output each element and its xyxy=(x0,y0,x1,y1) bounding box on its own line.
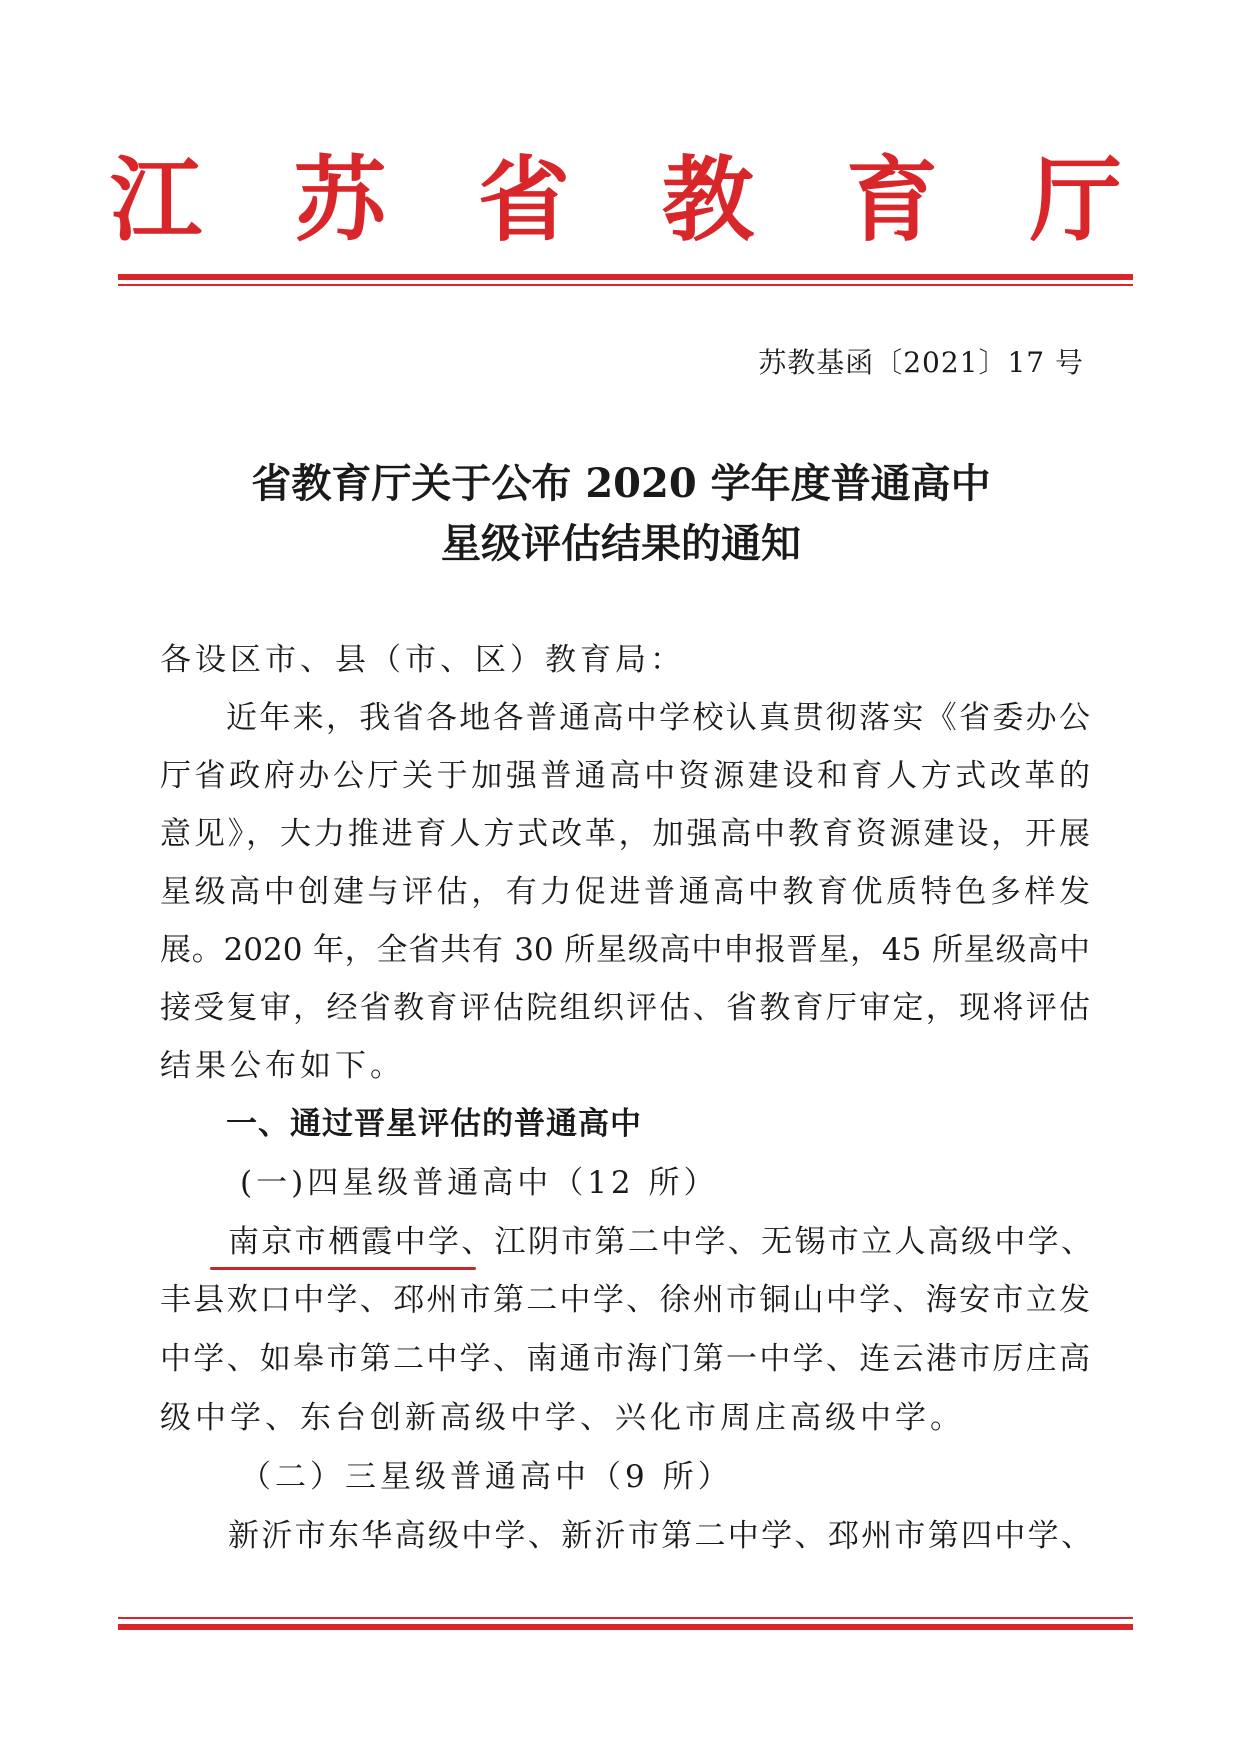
subsection-heading: (一)四星级普通高中（12 所） xyxy=(240,1165,719,1201)
masthead-char: 江 xyxy=(110,146,203,254)
document-number: 苏教基函〔2021〕17 号 xyxy=(758,346,1084,379)
paragraph-line: 近年来，我省各地各普通高中学校认真贯彻落实《省委办公 xyxy=(226,700,1090,736)
masthead-char: 育 xyxy=(845,146,938,254)
paragraph-line: 意见》，大力推进育人方式改革，加强高中教育资源建设，开展 xyxy=(160,816,1090,852)
header-rule-thick xyxy=(118,274,1133,280)
masthead-char: 省 xyxy=(477,146,570,254)
masthead-char: 厅 xyxy=(1029,146,1122,254)
footer-rule-thin xyxy=(118,1617,1133,1619)
paragraph-line: 厅省政府办公厅关于加强普通高中资源建设和育人方式改革的 xyxy=(160,758,1090,794)
school-list-line: 中学、如皋市第二中学、南通市海门第一中学、连云港市厉庄高 xyxy=(160,1341,1090,1377)
school-list-line: 级中学、东台创新高级中学、兴化市周庄高级中学。 xyxy=(160,1400,965,1436)
handwritten-underline xyxy=(210,1267,476,1270)
subsection-heading: （二）三星级普通高中（9 所） xyxy=(240,1459,733,1495)
school-list-line: 新沂市东华高级中学、新沂市第二中学、邳州市第四中学、 xyxy=(228,1518,1092,1554)
document-title-line-1: 省教育厅关于公布 2020 学年度普通高中 xyxy=(251,460,991,507)
header-rule-thin xyxy=(118,284,1133,286)
school-list-line: 南京市栖霞中学、江阴市第二中学、无锡市立人高级中学、 xyxy=(228,1224,1092,1260)
section-heading: 一、通过晋星评估的普通高中 xyxy=(226,1106,642,1142)
school-list-line: 丰县欢口中学、邳州市第二中学、徐州市铜山中学、海安市立发 xyxy=(160,1282,1090,1318)
paragraph-line: 接受复审，经省教育评估院组织评估、省教育厅审定，现将评估 xyxy=(160,990,1090,1026)
salutation: 各设区市、县（市、区）教育局： xyxy=(160,642,685,678)
paragraph-line: 展。2020 年，全省共有 30 所星级高中申报晋星，45 所星级高中 xyxy=(160,932,1090,968)
paragraph-line: 星级高中创建与评估，有力促进普通高中教育优质特色多样发 xyxy=(160,874,1090,910)
masthead-char: 苏 xyxy=(293,146,386,254)
paragraph-line: 结果公布如下。 xyxy=(160,1048,405,1084)
document-title-line-2: 星级评估结果的通知 xyxy=(441,520,801,567)
masthead-organization xyxy=(110,146,1122,254)
masthead-char: 教 xyxy=(661,146,754,254)
footer-rule-thick xyxy=(118,1624,1133,1630)
